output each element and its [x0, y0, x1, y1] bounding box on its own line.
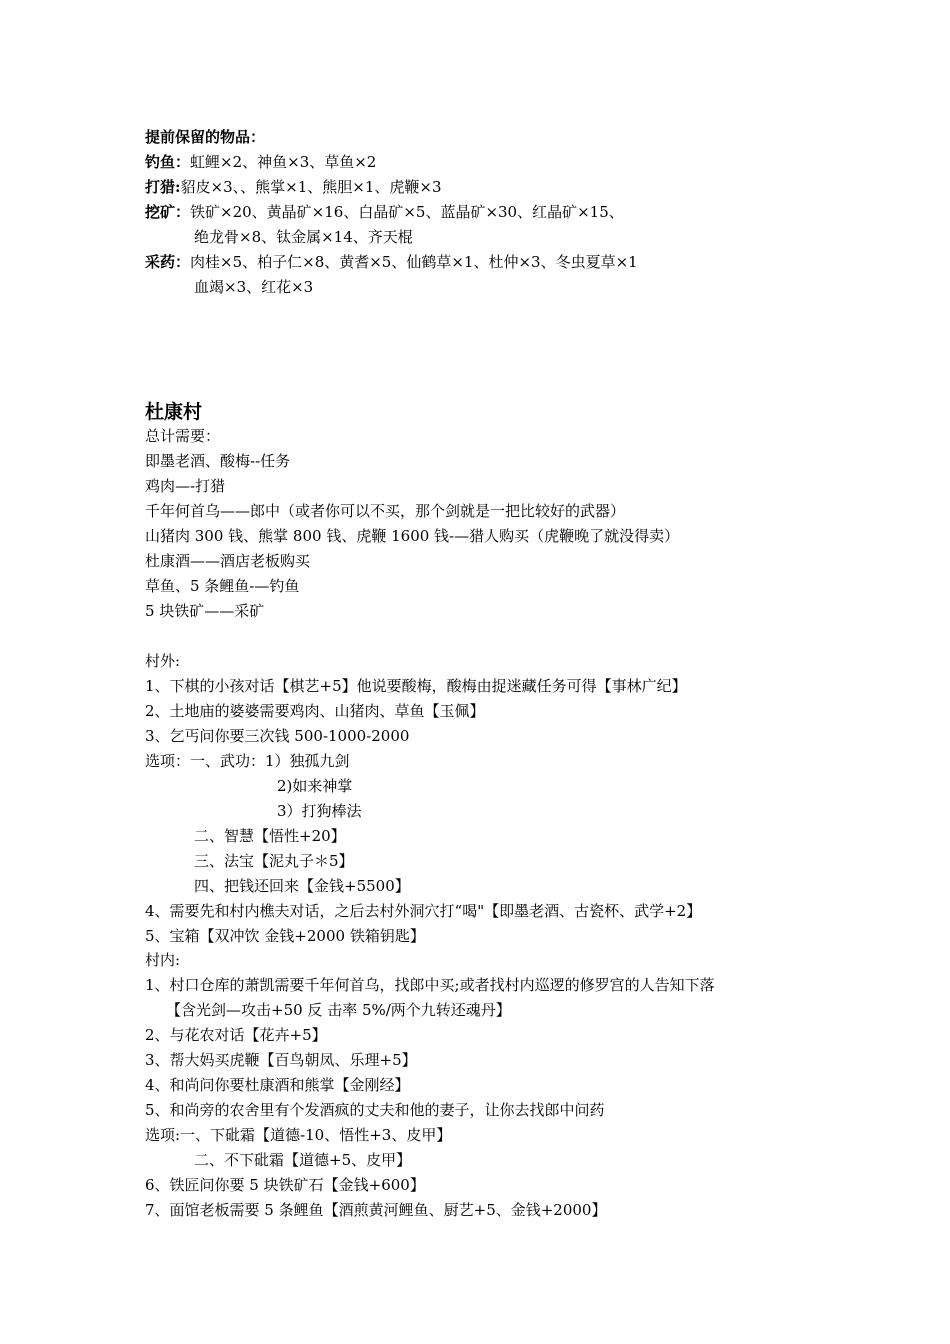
outside-line: 3、乞丐问你要三次钱 500-1000-2000 [145, 727, 410, 745]
inside-line: 5、和尚旁的农舍里有个发酒疯的丈夫和他的妻子，让你去找郎中问药 [145, 1101, 605, 1119]
inside-label: 村内: [145, 951, 181, 969]
fishing-items: 虹鲤×2、神鱼×3、草鱼×2 [190, 153, 377, 171]
herb-line [145, 253, 638, 272]
outside-line: 选项：一、武功：1）独孤九剑 [145, 752, 350, 770]
inside-line: 7、面馆老板需要 5 条鲤鱼【酒煎黄河鲤鱼、厨艺+5、金钱+2000】 [145, 1201, 607, 1219]
herb-items: 肉桂×5、柏子仁×8、黄耆×5、仙鹤草×1、杜仲×3、冬虫夏草×1 [190, 253, 638, 271]
fishing-label: 钓鱼： [145, 153, 191, 171]
inside-line: 6、铁匠问你要 5 块铁矿石【金钱+600】 [145, 1176, 425, 1194]
outside-line: 2)如来神掌 [277, 777, 353, 795]
hunting-line [145, 178, 442, 197]
mining-line [145, 203, 624, 222]
outside-line: 3）打狗棒法 [277, 802, 362, 820]
inside-line: 二、不下砒霜【道德+5、皮甲】 [194, 1151, 412, 1169]
inside-line: 1、村口仓库的萧凯需要千年何首乌，找郎中买;或者找村内巡逻的修罗宫的人告知下落 [145, 976, 715, 994]
inside-line: 选项:一、下砒霜【道德-10、悟性+3、皮甲】 [145, 1126, 452, 1144]
village-title: 杜康村 [145, 401, 203, 423]
summary-label: 总计需要： [145, 427, 221, 445]
hunting-items: 貂皮×3、、熊掌×1、熊胆×1、虎鞭×3 [180, 178, 442, 196]
outside-line: 2、土地庙的婆婆需要鸡肉、山猪肉、草鱼【玉佩】 [145, 702, 485, 720]
need-line: 千年何首乌——郎中（或者你可以不买，那个剑就是一把比较好的武器） [145, 502, 626, 520]
mining-label: 挖矿： [145, 203, 191, 221]
need-line: 山猪肉 300 钱、熊掌 800 钱、虎鞭 1600 钱-—猎人购买（虎鞭晚了就没得卖） [145, 527, 680, 545]
herb-label: 采药： [145, 253, 191, 271]
inside-line: 4、和尚问你要杜康酒和熊掌【金刚经】 [145, 1076, 410, 1094]
need-line: 鸡肉—-打猎 [145, 477, 226, 495]
outside-label: 村外: [145, 652, 181, 670]
reserve-heading: 提前保留的物品： [145, 128, 266, 146]
need-line: 杜康酒——酒店老板购买 [145, 552, 311, 570]
outside-line: 4、需要先和村内樵夫对话，之后去村外洞穴打“喝"【即墨老酒、古瓷杯、武学+2】 [145, 902, 702, 920]
mining-items: 铁矿×20、黄晶矿×16、白晶矿×5、蓝晶矿×30、红晶矿×15、 [190, 203, 624, 221]
hunting-label: 打猎: [145, 178, 181, 196]
outside-line: 四、把钱还回来【金钱+5500】 [194, 877, 410, 895]
need-line: 即墨老酒、酸梅--任务 [145, 452, 291, 470]
outside-line: 二、智慧【悟性+20】 [194, 827, 346, 845]
mining-items-cont: 绝龙骨×8、钛金属×14、齐天棍 [194, 228, 413, 246]
outside-line: 5、宝箱【双冲饮 金钱+2000 铁箱钥匙】 [145, 927, 425, 945]
outside-line: 三、法宝【泥丸子＊5】 [194, 852, 354, 870]
need-line: 草鱼、5 条鲤鱼-—钓鱼 [145, 577, 300, 595]
herb-items-cont: 血竭×3、红花×3 [194, 278, 314, 296]
inside-line: 【含光剑—攻击+50 反 击率 5%/两个九转还魂丹】 [166, 1001, 511, 1019]
fishing-line [145, 153, 376, 172]
inside-line: 3、帮大妈买虎鞭【百鸟朝凤、乐理+5】 [145, 1051, 417, 1069]
outside-line: 1、下棋的小孩对话【棋艺+5】他说要酸梅，酸梅由捉迷藏任务可得【事林广纪】 [145, 677, 687, 695]
need-line: 5 块铁矿——采矿 [145, 602, 265, 620]
inside-line: 2、与花农对话【花卉+5】 [145, 1026, 327, 1044]
